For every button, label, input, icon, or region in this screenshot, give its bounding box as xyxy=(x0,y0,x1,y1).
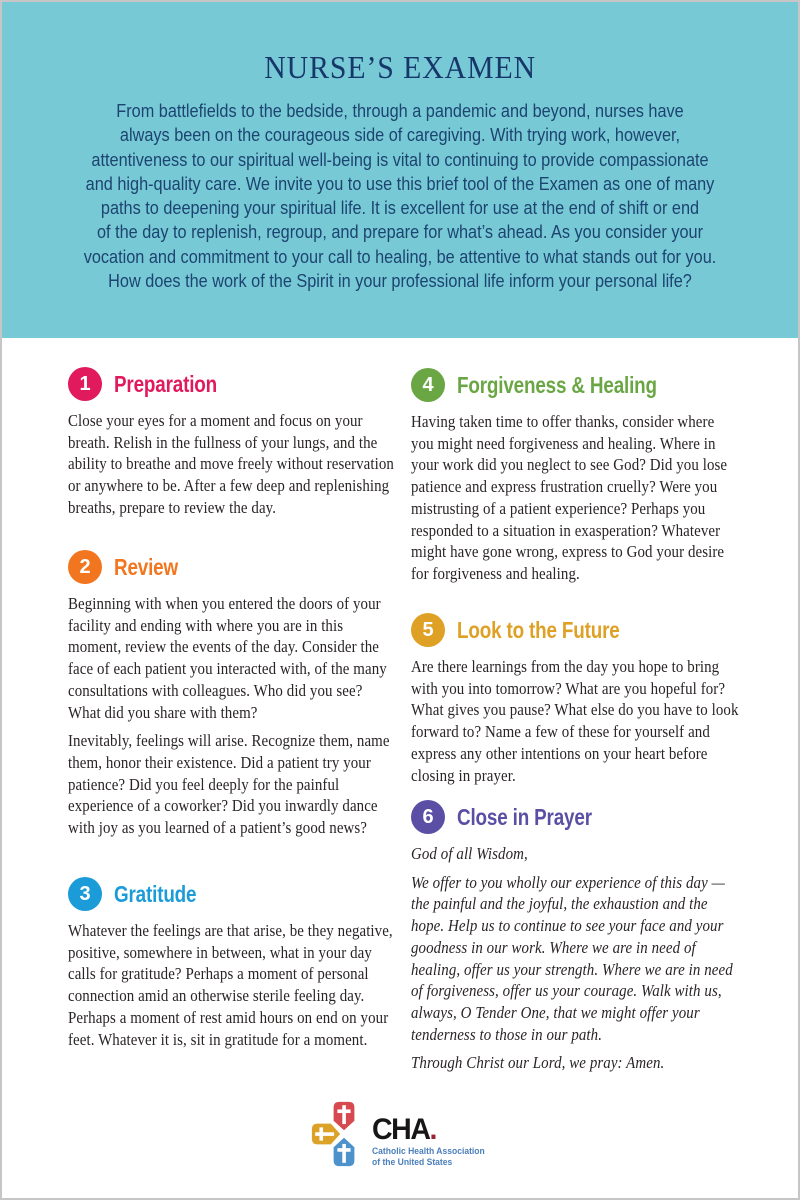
cha-acronym-letters: CHA xyxy=(371,1113,430,1146)
section-heading xyxy=(411,800,741,834)
footer xyxy=(2,1100,798,1168)
section-heading xyxy=(68,877,398,911)
intro-paragraph xyxy=(2,99,798,293)
section-title: Review xyxy=(114,553,179,580)
paragraph: Having taken time to offer thanks, consider where you might need forgiveness and healing. Where in your work did you neglect to see God? Did you lose patience and express frustration cruelly? Were you mistrusting of a patient experience? Perhaps you responded to a situation in exasperation? Whatever might have gone wrong, express to God your desire for forgiveness and healing. xyxy=(411,412,728,583)
intro-line: and high-quality care. We invite you to use this brief tool of the Examen as one of many xyxy=(85,172,715,194)
prayer-body: We offer to you wholly our experience of this day — the painful and the joyful, the exhaustion and the hope. Help us to continue to see your face and your goodness in our work. Where we are in need of healing, offer us your strength. Where we are in need of forgiveness, offer us your courage. Walk with us, always, O Tender One, that we might offer your tenderness to those in our path. xyxy=(411,872,733,1044)
paragraph: Whatever the feelings are that arise, be they negative, positive, somewhere in between, what in your day calls for gratitude? Perhaps a moment of personal connection amid an otherwise sterile feeling day. Perhaps a moment of rest amid hours on end on your feet. Whatever it is, sit in gratitude for a moment. xyxy=(68,921,393,1049)
intro-line: always been on the courageous side of caregiving. With trying work, however, xyxy=(119,124,681,146)
section-preparation xyxy=(68,367,398,519)
paragraph: Beginning with when you entered the doors of your facility and ending with where you are in this moment, review the events of the day. Consider the face of each patient you interacted with, of the many consultations with colleagues. Who did you see? What did you share with them? xyxy=(68,594,387,722)
section-forgiveness-healing xyxy=(411,368,741,585)
section-number-badge xyxy=(68,550,102,584)
section-heading xyxy=(68,550,398,584)
cross-petal-bottom xyxy=(333,1138,354,1166)
cha-acronym xyxy=(371,1113,485,1146)
paragraph: Inevitably, feelings will arise. Recognize them, name them, honor their existence. Did a patient try your patience? Did you feel deeply for the painful experience of a coworker? Did you inwardly dance with joy as you learned of a patient’s good news? xyxy=(68,731,390,838)
cha-acronym-period: . xyxy=(429,1113,436,1146)
section-body xyxy=(68,920,397,1050)
section-body xyxy=(411,411,740,585)
section-number-badge xyxy=(68,877,102,911)
section-number-badge xyxy=(411,368,445,402)
intro-line: From battlefields to the bedside, through a pandemic and beyond, nurses have xyxy=(116,100,684,121)
cross-petal-left xyxy=(312,1124,340,1145)
section-body xyxy=(411,656,740,786)
paragraph: Are there learnings from the day you hope to bring with you into tomorrow? What are you hopeful for? What gives you pause? What else do you have to look forward to? Name a few of these for yourself and express any other intentions on your heart before closing in prayer. xyxy=(411,657,739,785)
paragraph: Close your eyes for a moment and focus on your breath. Relish in the fullness of your lungs, and the ability to breathe and move freely without reservation or anywhere to be. After a few deep and replenishing breaths, prepare to review the day. xyxy=(68,411,394,517)
section-number: 5 xyxy=(422,619,434,641)
section-heading xyxy=(411,368,741,402)
prayer-text xyxy=(411,843,740,1074)
section-gratitude xyxy=(68,877,398,1050)
cha-tagline xyxy=(372,1146,485,1167)
cross-petal-top xyxy=(333,1102,354,1130)
section-number-badge xyxy=(68,367,102,401)
section-title: Close in Prayer xyxy=(457,803,592,830)
prayer-salutation: God of all Wisdom, xyxy=(411,844,528,863)
page-title-text: NURSE’S EXAMEN xyxy=(264,49,536,85)
section-title: Forgiveness & Healing xyxy=(457,371,657,398)
section-body xyxy=(68,593,397,839)
page-title xyxy=(2,48,798,86)
section-title: Gratitude xyxy=(114,880,197,907)
cha-tagline-line2: of the United States xyxy=(371,1156,452,1167)
section-number-badge xyxy=(411,613,445,647)
intro-line: paths to deepening your spiritual life. It is excellent for use at the end of shift or end xyxy=(100,197,700,219)
cha-tagline-line1: Catholic Health Association xyxy=(371,1146,485,1156)
prayer-closing: Through Christ our Lord, we pray: Amen. xyxy=(411,1053,665,1073)
section-number: 6 xyxy=(422,806,434,828)
intro-line: How does the work of the Spirit in your professional life inform your personal life? xyxy=(108,270,692,292)
section-heading xyxy=(68,367,398,401)
section-number: 2 xyxy=(79,556,91,578)
section-heading xyxy=(411,613,741,647)
section-close-in-prayer xyxy=(411,800,741,1074)
section-number: 3 xyxy=(79,883,91,905)
section-title: Preparation xyxy=(114,370,218,397)
intro-line: vocation and commitment to your call to healing, be attentive to what stands out for you. xyxy=(83,245,717,267)
section-body xyxy=(68,410,397,519)
cha-cross-icon xyxy=(310,1100,378,1168)
cha-logo-text xyxy=(371,1113,491,1167)
section-number: 1 xyxy=(79,373,91,395)
section-review xyxy=(68,550,398,839)
intro-line: of the day to replenish, regroup, and prepare for what’s ahead. As you consider your xyxy=(96,221,704,243)
section-look-to-the-future xyxy=(411,613,741,786)
intro-line: attentiveness to our spiritual well-being is vital to continuing to provide compassionate xyxy=(91,148,709,170)
cha-logo xyxy=(310,1100,491,1168)
section-title: Look to the Future xyxy=(457,616,620,643)
section-number-badge xyxy=(411,800,445,834)
section-number: 4 xyxy=(422,374,434,396)
